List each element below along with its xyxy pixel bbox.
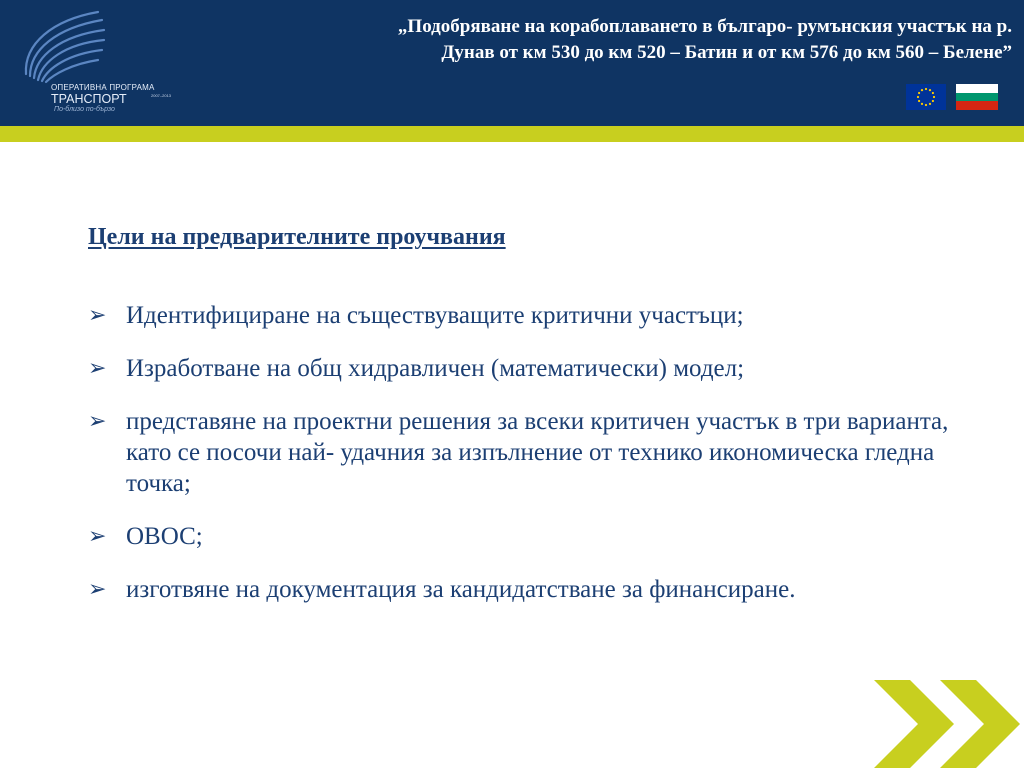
program-logo — [18, 8, 178, 116]
header-banner — [0, 0, 1024, 126]
eu-flag-icon — [906, 84, 946, 110]
list-item — [88, 406, 968, 499]
goals-list — [88, 300, 968, 627]
arrow-bullet-icon: ➢ — [88, 524, 107, 549]
list-item-text: ОВОС; — [126, 523, 203, 550]
logo-years-text: 2007–2013 — [151, 93, 172, 98]
list-item-text: Идентифициране на съществуващите критични участъци; — [126, 302, 744, 329]
list-item-text: изготвяне на документация за кандидатстване за финансиране. — [126, 576, 796, 603]
project-title-line-1: „Подобряване на корабоплаването в българо- румънския участък на р. — [397, 16, 1012, 37]
list-item — [88, 300, 968, 331]
arrow-bullet-icon: ➢ — [88, 409, 107, 434]
accent-bar — [0, 126, 1024, 142]
arrow-bullet-icon: ➢ — [88, 356, 107, 381]
sail-swoosh-logo-icon — [18, 8, 108, 88]
bulgaria-flag-icon — [956, 84, 998, 110]
list-item — [88, 574, 968, 605]
list-item-text: Изработване на общ хидравличен (математически) модел; — [126, 355, 745, 382]
list-item — [88, 521, 968, 552]
list-item — [88, 353, 968, 384]
project-title — [182, 14, 1012, 66]
double-chevron-icon — [870, 680, 1024, 768]
section-heading: Цели на предварителните проучвания — [88, 224, 506, 250]
logo-transport-text: ТРАНСПОРТ — [51, 92, 127, 106]
arrow-bullet-icon: ➢ — [88, 303, 107, 328]
list-item-text: представяне на проектни решения за всеки критичен участък в три варианта, като се посочи най- удачния за изпълнение от технико икономическа гледна точка; — [126, 408, 949, 497]
arrow-bullet-icon: ➢ — [88, 577, 107, 602]
logo-program-text: ОПЕРАТИВНА ПРОГРАМА — [51, 83, 155, 92]
project-title-line-2: Дунав от км 530 до км 520 – Батин и от км 576 до км 560 – Белене” — [441, 42, 1012, 63]
logo-slogan: По-близо по-бързо — [54, 106, 115, 113]
